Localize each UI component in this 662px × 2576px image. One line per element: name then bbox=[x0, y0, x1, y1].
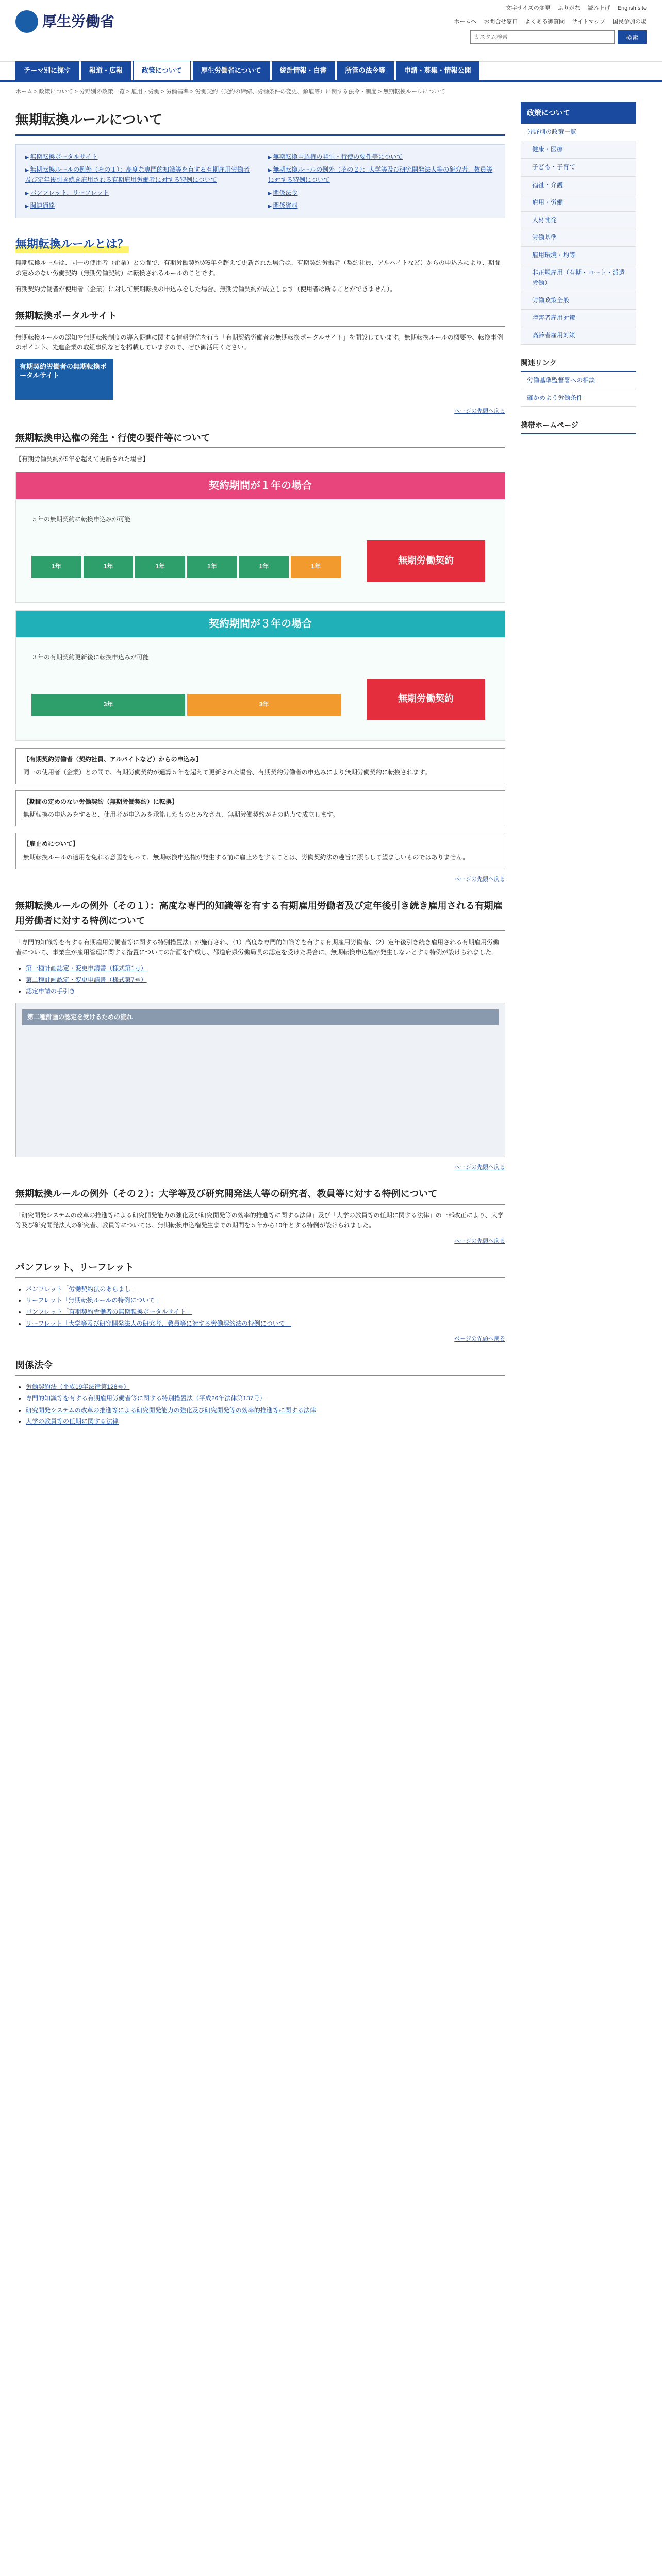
util-link-font-size[interactable]: 文字サイズの変更 bbox=[505, 5, 551, 11]
info-box-title: 【有期契約労働者（契約社員、アルバイトなど）からの申込み】 bbox=[23, 755, 202, 763]
exception2-text: 「研究開発システムの改革の推進等による研究開発能力の強化及び研究開発等の効率的推進等に関する法律」及び「大学の教員等の任期に関する法律」の一部改正により、大学等及び研究開発法人の研究者、教員等については、無期転換申込権発生までの期間を５年から10年とする特例が設けられました。 bbox=[15, 1212, 504, 1229]
diagram-three-year-note: ３年の有期契約更新後に転換申込みが可能 bbox=[31, 653, 150, 661]
toc-link-notices[interactable]: 関連通達 bbox=[30, 201, 55, 209]
diagram-one-year-outcome: 無期労働契約 bbox=[367, 540, 485, 582]
sidebar-item[interactable]: 人材開発 bbox=[521, 212, 636, 229]
toc-link-materials[interactable]: 関係資料 bbox=[273, 201, 298, 209]
util-link-readaloud[interactable]: 読み上げ bbox=[587, 5, 610, 11]
table-of-contents bbox=[15, 144, 505, 218]
info-box-text: 無期転換ルールの適用を免れる意図をもって、無期転換申込権が発生する前に雇止めをすることは、労働契約法の趣旨に照らして望ましいものではありません。 bbox=[23, 853, 469, 861]
sidebar-item[interactable]: 障害者雇用対策 bbox=[521, 310, 636, 327]
related-link[interactable]: 労働基準監督署への相談 bbox=[521, 372, 636, 389]
sidebar-item[interactable]: 分野別の政策一覧 bbox=[521, 124, 636, 141]
year-block: 1年 bbox=[291, 556, 341, 578]
back-to-top-link[interactable]: ページの先頭へ戻る bbox=[454, 408, 505, 415]
exception1-link[interactable]: 認定申請の手引き bbox=[26, 987, 76, 995]
sidebar-item[interactable]: 福祉・介護 bbox=[521, 177, 636, 194]
sidebar-item[interactable]: 雇用環境・均等 bbox=[521, 247, 636, 264]
toc-link-laws[interactable]: 関係法令 bbox=[273, 189, 298, 196]
diagram-three-year-strip bbox=[31, 694, 341, 716]
util-link-contact[interactable]: お問合せ窓口 bbox=[484, 18, 518, 25]
exception1-figure-title: 第二種計画の認定を受けるための流れ bbox=[22, 1009, 499, 1025]
year-block: 1年 bbox=[239, 556, 289, 578]
pamphlet-link[interactable]: パンフレット「労働契約法のあらまし」 bbox=[26, 1285, 137, 1293]
info-box-termination bbox=[15, 833, 505, 869]
search-button[interactable]: 検索 bbox=[618, 30, 647, 44]
pamphlet-link[interactable]: パンフレット「有期契約労働者の無期転換ポータルサイト」 bbox=[26, 1308, 192, 1316]
year-block: 1年 bbox=[135, 556, 185, 578]
utility-links-2 bbox=[454, 18, 647, 27]
toc-link-requirements[interactable]: 無期転換申込権の発生・行使の要件等について bbox=[273, 153, 403, 161]
info-box-title: 【雇止めについて】 bbox=[23, 840, 79, 848]
diagram-three-year-outcome: 無期労働契約 bbox=[367, 679, 485, 720]
toc-link-portal[interactable]: 無期転換ポータルサイト bbox=[30, 153, 98, 161]
gnav-stats[interactable]: 統計情報・白書 bbox=[272, 61, 335, 80]
portal-heading: 無期転換ポータルサイト bbox=[15, 309, 505, 327]
site-header bbox=[0, 0, 662, 62]
info-box-title: 【期間の定めのない労働契約（無期労働契約）に転換】 bbox=[23, 798, 178, 805]
year-block: 1年 bbox=[31, 556, 81, 578]
sidebar-heading: 政策について bbox=[521, 102, 636, 124]
portal-banner[interactable]: 有期契約労働者の無期転換ポータルサイト bbox=[15, 359, 113, 400]
requirements-heading: 無期転換申込権の発生・行使の要件等について bbox=[15, 431, 505, 449]
back-to-top-link[interactable]: ページの先頭へ戻る bbox=[454, 1335, 505, 1342]
toc-link-pamphlets[interactable]: パンフレット、リーフレット bbox=[30, 189, 109, 196]
toc-link-exception2[interactable]: 無期転換ルールの例外（その２）：大学等及び研究開発法人等の研究者、教員等に対する特例について bbox=[268, 166, 493, 183]
sidebar-item[interactable]: 労働基準 bbox=[521, 229, 636, 247]
exception1-figure bbox=[15, 1003, 505, 1157]
back-to-top-link[interactable]: ページの先頭へ戻る bbox=[454, 1238, 505, 1244]
toc-link-exception1[interactable]: 無期転換ルールの例外（その１）：高度な専門的知識等を有する有期雇用労働者及び定年後引き続き雇用される有期雇用労働者に対する特例について bbox=[25, 166, 250, 183]
gnav-about[interactable]: 厚生労働省について bbox=[193, 61, 270, 80]
diagram-three-year-body bbox=[16, 637, 505, 740]
pamphlet-link[interactable]: リーフレット「大学等及び研究開発法人の研究者、教員等に対する労働契約法の特例について」 bbox=[26, 1319, 291, 1327]
utility-links bbox=[506, 4, 647, 13]
logo-mark-icon bbox=[15, 10, 38, 33]
exception1-text: 「専門的知識等を有する有期雇用労働者等に関する特別措置法」が施行され、（1）高度な専門的知識等を有する有期雇用労働者、（2）定年後引き続き雇用される有期雇用労働者について、事業主が雇用管理に関する措置についての計画を作成し、都道府県労働局長の認定を受けた場合に、無期転換申込権が発生しないとする特例が設けられました。 bbox=[15, 938, 500, 956]
utility-area bbox=[454, 4, 647, 44]
sidebar-item[interactable]: 子ども・子育て bbox=[521, 159, 636, 176]
sidebar-item[interactable]: 労働政策全般 bbox=[521, 292, 636, 310]
diagram-three-year bbox=[15, 610, 505, 741]
util-link-furigana[interactable]: ふりがな bbox=[557, 5, 581, 11]
sidebar-item[interactable]: 健康・医療 bbox=[521, 141, 636, 159]
info-box-application bbox=[15, 748, 505, 784]
pamphlets-heading: パンフレット、リーフレット bbox=[15, 1260, 505, 1278]
exception1-links bbox=[26, 963, 505, 996]
exception1-link[interactable]: 第一種計画認定・変更申請書（様式第1号） bbox=[26, 964, 147, 972]
diagram-one-year bbox=[15, 472, 505, 603]
gnav-theme[interactable]: テーマ別に探す bbox=[15, 61, 79, 80]
breadcrumb[interactable]: ホーム > 政策について > 分野別の政策一覧 > 雇用・労働 > 労働基準 > 労働契約（契約の締結、労働条件の変更、解雇等）に関する法令・制度 > 無期転換ルールについて bbox=[15, 89, 445, 95]
gnav-policy[interactable]: 政策について bbox=[133, 61, 191, 80]
util-link-sitemap[interactable]: サイトマップ bbox=[572, 18, 605, 25]
search-bar bbox=[470, 30, 647, 44]
law-link[interactable]: 研究開発システムの改革の推進等による研究開発能力の強化及び研究開発等の効率的推進等に関する法律 bbox=[26, 1406, 316, 1414]
law-link[interactable]: 専門的知識等を有する有期雇用労働者等に関する特別措置法（平成26年法律第137号） bbox=[26, 1395, 266, 1402]
year-block: 1年 bbox=[187, 556, 237, 578]
intro-text-1: 無期転換ルールは、同一の使用者（企業）との間で、有期労働契約が5年を超えて更新された場合は、有期契約労働者（契約社員、アルバイトなど）からの申込みにより、期間の定めのない労働契約（無期労働契約）に転換されるルールのことです。 bbox=[15, 259, 501, 277]
year-block: 1年 bbox=[84, 556, 134, 578]
gnav-press[interactable]: 報道・広報 bbox=[81, 61, 131, 80]
brand-name: 厚生労働省 bbox=[42, 13, 115, 30]
util-link-participation[interactable]: 国民参加の場 bbox=[613, 18, 647, 25]
util-link-home[interactable]: ホームへ bbox=[454, 18, 477, 25]
gnav-laws[interactable]: 所管の法令等 bbox=[337, 61, 394, 80]
exception2-heading: 無期転換ルールの例外（その２）：大学等及び研究開発法人等の研究者、教員等に対する特例について bbox=[15, 1187, 505, 1205]
mobile-heading: 携帯ホームページ bbox=[521, 419, 636, 434]
law-link[interactable]: 大学の教員等の任期に関する法律 bbox=[26, 1417, 119, 1425]
pamphlets-list bbox=[26, 1284, 505, 1329]
search-input[interactable] bbox=[470, 30, 615, 44]
info-box-text: 同一の使用者（企業）との間で、有期労働契約が通算５年を超えて更新された場合、有期契約労働者の申込みにより無期労働契約に転換されます。 bbox=[23, 768, 431, 776]
sidebar bbox=[521, 102, 636, 1433]
diagram-three-year-title: 契約期間が３年の場合 bbox=[16, 611, 505, 637]
main-content bbox=[15, 102, 505, 1433]
diagram-one-year-title: 契約期間が１年の場合 bbox=[16, 472, 505, 499]
sidebar-item[interactable]: 雇用・労働 bbox=[521, 194, 636, 212]
law-list bbox=[26, 1382, 505, 1427]
related-link[interactable]: 確かめよう労働条件 bbox=[521, 389, 636, 407]
global-nav bbox=[0, 62, 662, 82]
diagram-one-year-strip bbox=[31, 556, 341, 578]
back-to-top-link[interactable]: ページの先頭へ戻る bbox=[454, 1164, 505, 1171]
back-to-top-link[interactable]: ページの先頭へ戻る bbox=[454, 876, 505, 883]
intro-text-2: 有期契約労働者が使用者（企業）に対して無期転換の申込みをした場合、無期労働契約が成立します（使用者は断ることができません）。 bbox=[15, 285, 396, 293]
util-link-english[interactable]: English site bbox=[617, 5, 647, 11]
content-layout bbox=[0, 102, 662, 1433]
util-link-faq[interactable]: よくある御質問 bbox=[525, 18, 565, 25]
year-block: 3年 bbox=[187, 694, 341, 716]
info-box-conversion bbox=[15, 790, 505, 826]
sidebar-item[interactable]: 高齢者雇用対策 bbox=[521, 327, 636, 345]
law-link[interactable]: 労働契約法（平成19年法律第128号） bbox=[26, 1383, 130, 1391]
info-box-text: 無期転換の申込みをすると、使用者が申込みを承諾したものとみなされ、無期労働契約がその時点で成立します。 bbox=[23, 811, 339, 819]
pamphlet-link[interactable]: リーフレット「無期転換ルールの特例について」 bbox=[26, 1297, 161, 1304]
logo[interactable] bbox=[15, 10, 114, 33]
year-block: 3年 bbox=[31, 694, 185, 716]
diagram-one-year-body bbox=[16, 499, 505, 602]
exception1-link[interactable]: 第二種計画認定・変更申請書（様式第7号） bbox=[26, 976, 147, 984]
intro-title: 無期転換ルールとは？ bbox=[15, 235, 129, 253]
related-links-heading: 関連リンク bbox=[521, 357, 636, 371]
page-title: 無期転換ルールについて bbox=[15, 102, 505, 137]
requirements-subheading: 【有期労働契約が5年を超えて更新された場合】 bbox=[15, 455, 149, 463]
portal-text: 無期転換ルールの認知や無期転換制度の導入促進に関する情報発信を行う「有期契約労働者の無期転換ポータルサイト」を開設しています。無期転換ルールの概要や、転換事例のポイント、先進企業の取組事例などを掲載していますので、ぜひ御活用ください。 bbox=[15, 333, 503, 351]
gnav-apply[interactable]: 申請・募集・情報公開 bbox=[396, 61, 479, 80]
diagram-one-year-note: ５年の無期契約に転換申込みが可能 bbox=[31, 515, 131, 523]
sidebar-item[interactable]: 非正規雇用（有期・パート・派遣労働） bbox=[521, 264, 636, 292]
law-heading: 関係法令 bbox=[15, 1358, 505, 1376]
exception1-heading: 無期転換ルールの例外（その１）：高度な専門的知識等を有する有期雇用労働者及び定年後引き続き雇用される有期雇用労働者に対する特例について bbox=[15, 899, 505, 931]
